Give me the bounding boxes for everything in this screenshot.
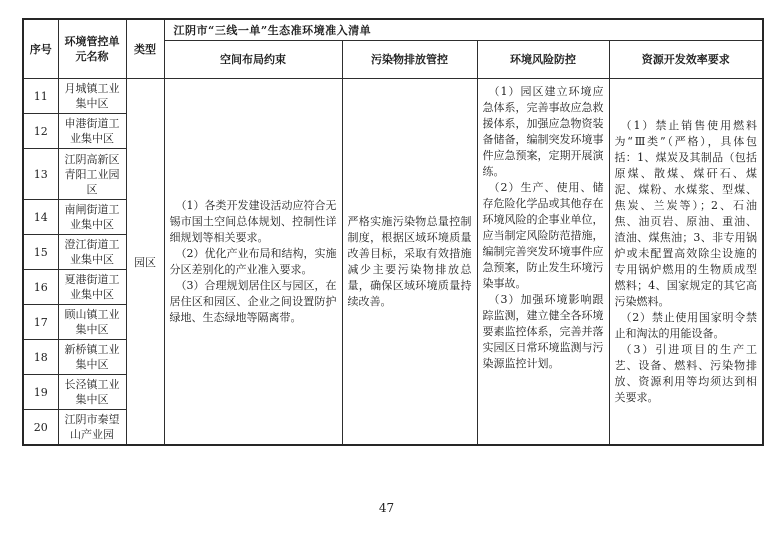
unit-name-cell: 申港街道工业集中区 <box>58 114 126 149</box>
seq-cell: 18 <box>23 340 58 375</box>
spatial-item-1: （1）各类开发建设活动应符合无锡市国土空间总体规划、控制性详细规划等相关要求。 <box>169 198 337 244</box>
pollution-control-cell <box>342 79 477 446</box>
risk-item-2: （2）生产、使用、储存危险化学品或其他存在环境风险的企事业单位，应当制定风险防范措施，编制完善突发环境事件应急预案，防止发生环境污染事故。 <box>482 181 604 290</box>
seq-cell: 11 <box>23 79 58 114</box>
eco-access-list-table <box>22 18 764 446</box>
spatial-item-3: （3）合理规划居住区与园区，在居住区和园区、企业之间设置防护绿地、生态绿地等隔离带。 <box>169 278 337 324</box>
seq-cell: 20 <box>23 410 58 446</box>
unit-name-cell: 月城镇工业集中区 <box>58 79 126 114</box>
unit-name-cell: 新桥镇工业集中区 <box>58 340 126 375</box>
seq-cell: 14 <box>23 200 58 235</box>
resource-efficiency-cell <box>609 79 763 446</box>
seq-cell: 17 <box>23 305 58 340</box>
table-row <box>23 79 763 114</box>
spatial-layout-cell <box>164 79 342 446</box>
risk-item-3: （3）加强环境影响跟踪监测，建立健全各环境要素监控体系，完善并落实园区日常环境监测与污染源监控计划。 <box>482 293 604 370</box>
seq-cell: 15 <box>23 235 58 270</box>
resource-item-1: （1）禁止销售使用燃料为“Ⅲ类”（严格），具体包括：1、煤炭及其制品（包括原煤、散煤、煤矸石、煤泥、煤粉、水煤浆、型煤、焦炭、兰炭等）；2、石油焦、油页岩、原油、重油、渣油、煤焦油；3、非专用锅炉或未配置高效除尘设施的专用锅炉燃用的生物质成型燃料；4、国家规定的其它高污染燃料。 <box>614 118 758 308</box>
seq-cell: 19 <box>23 375 58 410</box>
unit-name-cell: 澄江街道工业集中区 <box>58 235 126 270</box>
col-header-pollution-control: 污染物排放管控 <box>342 41 477 79</box>
unit-name-cell: 长泾镇工业集中区 <box>58 375 126 410</box>
unit-name-cell: 夏港街道工业集中区 <box>58 270 126 305</box>
resource-item-2: （2）禁止使用国家明令禁止和淘汰的用能设备。 <box>614 310 758 340</box>
spatial-item-2: （2）优化产业布局和结构，实施分区差别化的产业准入要求。 <box>169 246 337 276</box>
header-row-title <box>23 19 763 41</box>
col-header-resource-efficiency: 资源开发效率要求 <box>609 41 763 79</box>
page-number: 47 <box>378 501 395 515</box>
col-header-unit-name: 环境管控单元名称 <box>58 19 126 79</box>
type-cell: 园区 <box>126 79 164 446</box>
seq-cell: 12 <box>23 114 58 149</box>
col-header-seq: 序号 <box>23 19 58 79</box>
resource-item-3: （3）引进项目的生产工艺、设备、燃料、污染物排放、资源利用等均须达到相关要求。 <box>614 342 758 404</box>
seq-cell: 13 <box>23 149 58 200</box>
unit-name-cell: 南闸街道工业集中区 <box>58 200 126 235</box>
col-header-spatial-layout: 空间布局约束 <box>164 41 342 79</box>
unit-name-cell: 顾山镇工业集中区 <box>58 305 126 340</box>
pollution-text: 严格实施污染物总量控制制度，根据区域环境质量改善目标，采取有效措施减少主要污染物排放总量，确保区域环境质量持续改善。 <box>347 214 472 308</box>
risk-prevention-cell <box>477 79 609 446</box>
col-header-type: 类型 <box>126 19 164 79</box>
col-header-risk-prevention: 环境风险防控 <box>477 41 609 79</box>
unit-name-cell: 江阴市秦望山产业园 <box>58 410 126 446</box>
unit-name-cell: 江阴高新区青阳工业园区 <box>58 149 126 200</box>
risk-item-1: （1）园区建立环境应急体系，完善事故应急救援体系，加强应急物资装备储备，编制突发环境事件应急预案，定期开展演练。 <box>482 85 604 178</box>
table-title: 江阴市“三线一单”生态准环境准入清单 <box>164 19 763 41</box>
seq-cell: 16 <box>23 270 58 305</box>
